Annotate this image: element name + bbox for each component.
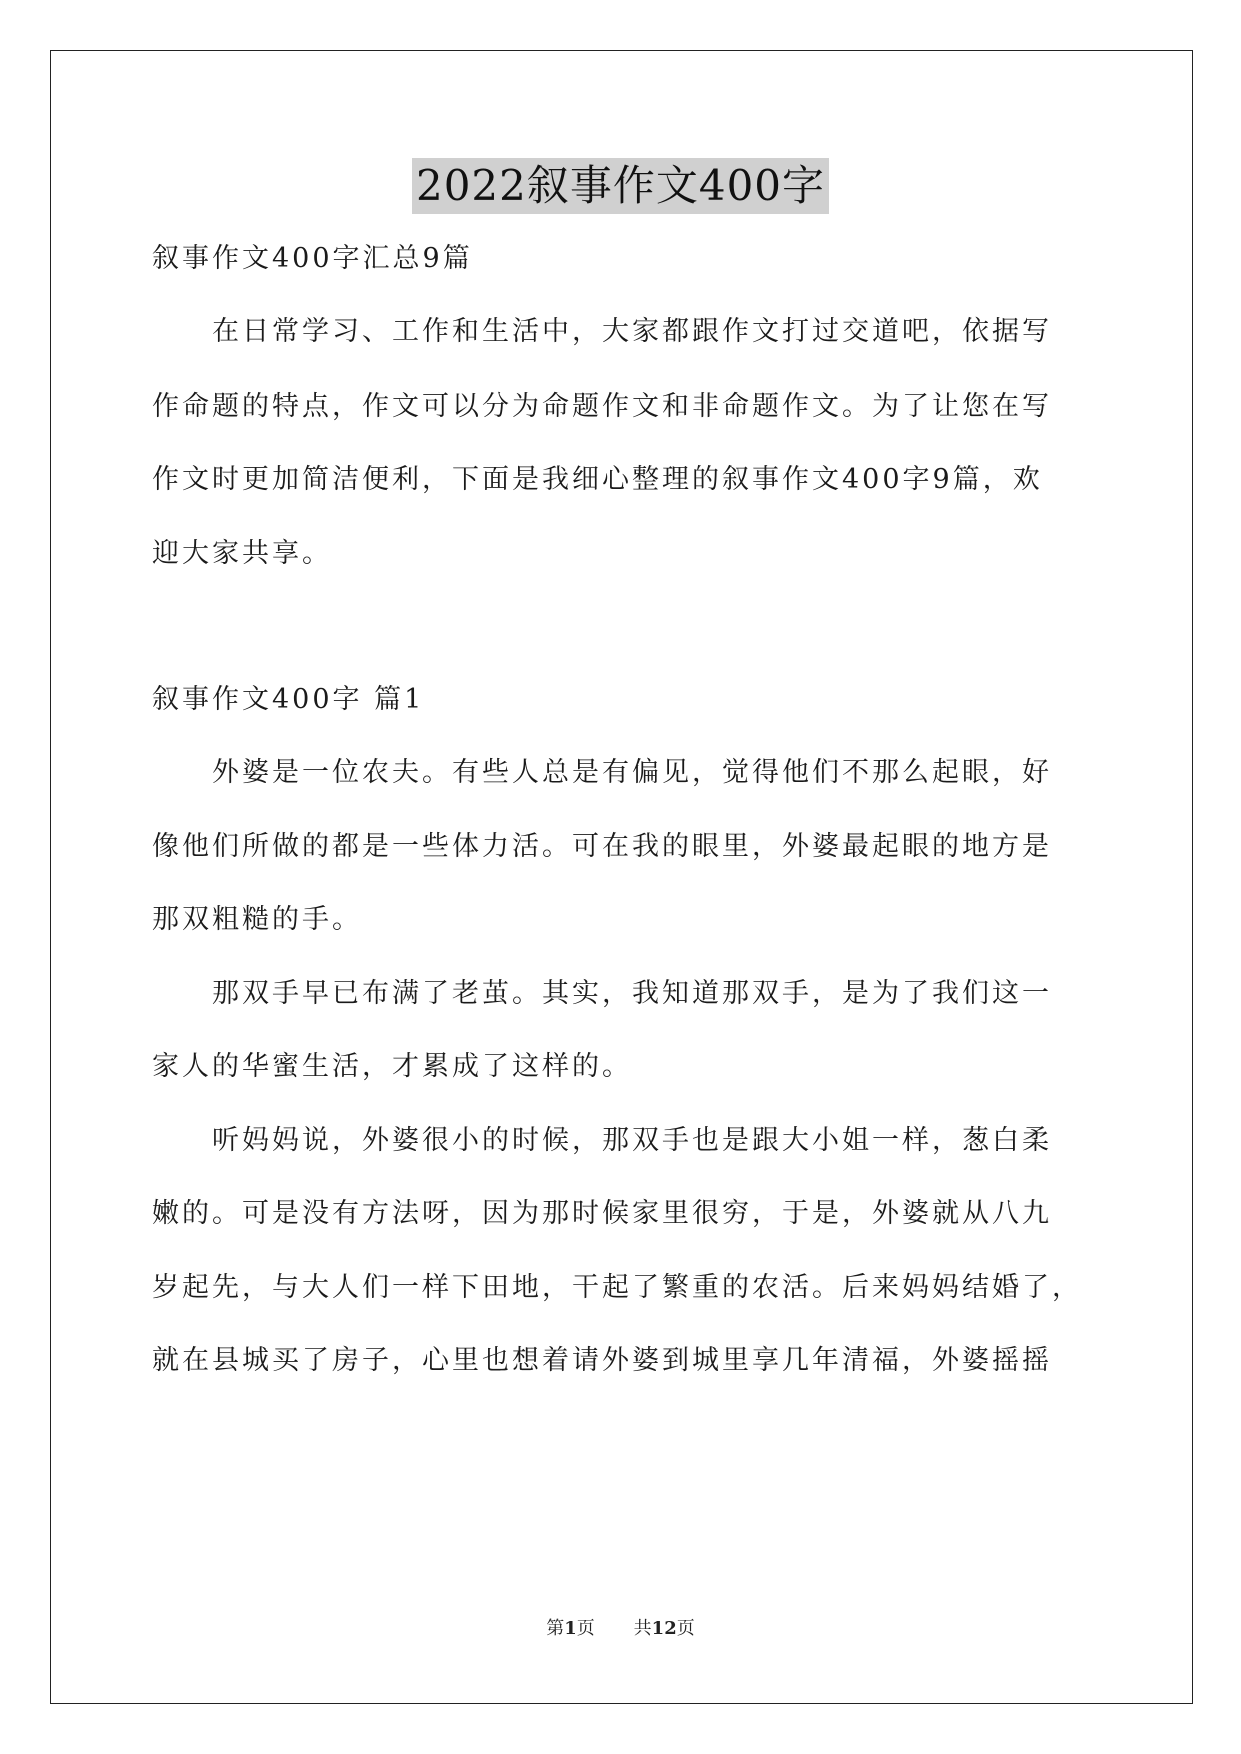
section-heading: 叙事作文400字 篇1 [152, 684, 425, 715]
document-subtitle: 叙事作文400字汇总9篇 [152, 243, 473, 274]
body-line: 就在县城买了房子，心里也想着请外婆到城里享几年清福，外婆摇摇 [152, 1345, 1052, 1376]
body-line: 像他们所做的都是一些体力活。可在我的眼里，外婆最起眼的地方是 [152, 831, 1052, 862]
body-line: 那双粗糙的手。 [152, 904, 362, 935]
body-line: 那双手早已布满了老茧。其实，我知道那双手，是为了我们这一 [152, 978, 1052, 1009]
total-label-prefix: 共 [633, 1618, 652, 1639]
page-number: 1 [564, 1618, 577, 1639]
total-label-suffix: 页 [676, 1618, 695, 1639]
intro-line: 迎大家共享。 [152, 538, 332, 569]
intro-line: 作命题的特点，作文可以分为命题作文和非命题作文。为了让您在写 [152, 391, 1052, 422]
total-pages: 12 [651, 1618, 677, 1639]
title-container [0, 158, 1241, 214]
intro-line: 在日常学习、工作和生活中，大家都跟作文打过交道吧，依据写 [152, 316, 1052, 347]
document-title: 2022叙事作文400字 [412, 158, 829, 214]
page-border [50, 50, 1193, 1704]
page-label-suffix: 页 [576, 1618, 595, 1639]
body-line: 外婆是一位农夫。有些人总是有偏见，觉得他们不那么起眼，好 [152, 757, 1052, 788]
page-footer [0, 1614, 1241, 1640]
body-line: 听妈妈说，外婆很小的时候，那双手也是跟大小姐一样，葱白柔 [152, 1125, 1052, 1156]
body-line: 嫩的。可是没有方法呀，因为那时候家里很穷，于是，外婆就从八九 [152, 1198, 1052, 1229]
body-line: 岁起先，与大人们一样下田地，干起了繁重的农活。后来妈妈结婚了， [152, 1272, 1082, 1303]
intro-line: 作文时更加简洁便利，下面是我细心整理的叙事作文400字9篇，欢 [152, 464, 1043, 495]
body-line: 家人的华蜜生活，才累成了这样的。 [152, 1051, 632, 1082]
page-label-prefix: 第 [546, 1618, 565, 1639]
